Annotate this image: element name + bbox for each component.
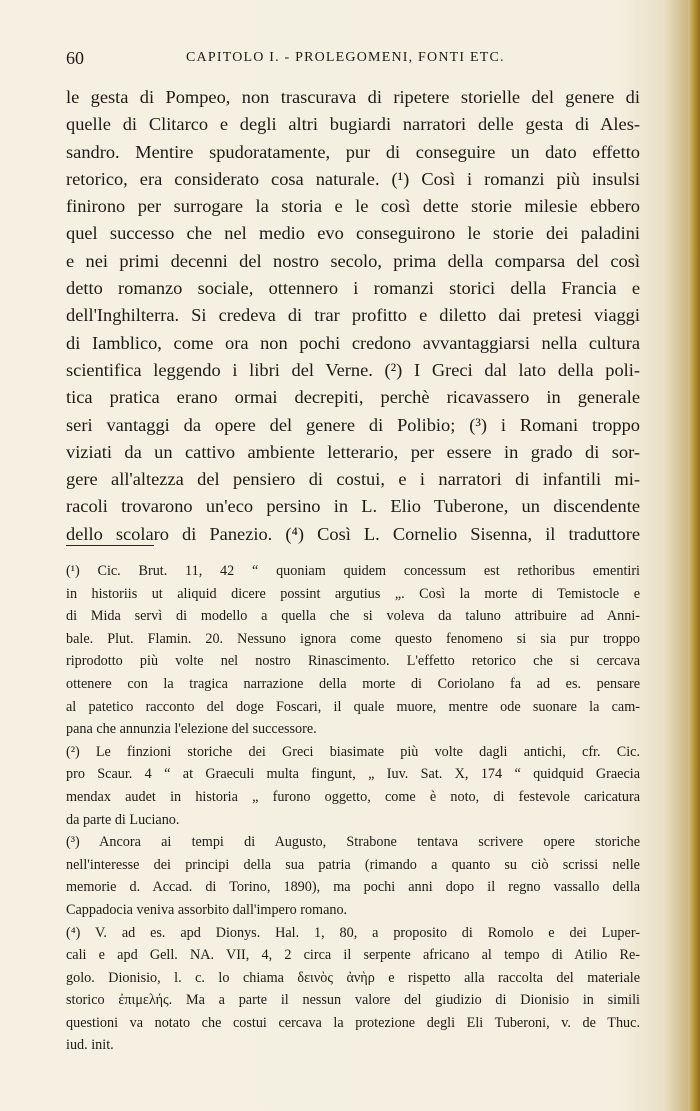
footnote-line: ottenere con la tragica narrazione della morte di Coriolano fa ad es. pensare [66, 675, 640, 692]
text-line: gere all'altezza del pensiero di costui, e i narratori di infantili mi- [66, 469, 640, 490]
footnote-line: Cappadocia veniva assorbito dall'impero romano. [66, 901, 348, 918]
footnote-line: storico ἐπιμελής. Ma a parte il nessun valore del giudizio di Dionisio in simili [66, 992, 640, 1009]
footnote-line: pro Scaur. 4 “ at Graeculi multa fingunt, „ Iuv. Sat. X, 174 “ quidquid Graecia [66, 766, 640, 783]
footnote-line: nell'interesse dei principi della sua patria (rimando a quanto su ciò scrissi nelle [66, 856, 640, 873]
text-line: quel successo che nel medio evo conseguirono le storie dei paladini [66, 223, 640, 244]
text-line: retorico, era considerato cosa naturale. (¹) Così i romanzi più insulsi [66, 168, 640, 189]
text-line: finirono per surrogare la storia e le così dette storie milesie ebbero [66, 196, 640, 217]
text-line: viziati da un cattivo ambiente letterario, per essere in grado di sor- [66, 441, 640, 462]
text-line: seri vantaggi da opere del genere di Polibio; (³) i Romani troppo [66, 414, 640, 435]
footnote-2 [66, 741, 640, 831]
footnote-line: (⁴) V. ad es. apd Dionys. Hal. 1, 80, a proposito di Romolo e dei Luper- [66, 924, 640, 941]
footnote-line: (²) Le finzioni storiche dei Greci biasimate più volte dagli antichi, cfr. Cic. [66, 743, 640, 760]
footnote-line: iud. init. [66, 1037, 114, 1054]
footnote-4 [66, 922, 640, 1058]
text-line: di Iamblico, come ora non pochi credono avvantaggiarsi nella cultura [66, 332, 640, 353]
footnote-line: bale. Plut. Flamin. 20. Nessuno ignora come questo fenomeno si sia pur troppo [66, 630, 640, 647]
footnote-line: questioni va notato che costui cercava la protezione degli Eli Tuberoni, v. de Thuc. [66, 1014, 640, 1031]
text-line: racoli trovarono un'eco persino in L. Elio Tuberone, un discendente [66, 496, 640, 517]
text-line: sandro. Mentire spudoratamente, pur di conseguire un dato effetto [66, 141, 640, 162]
footnote-rule [66, 545, 154, 546]
footnote-1 [66, 560, 640, 741]
footnote-line: (³) Ancora ai tempi di Augusto, Strabone tentava scrivere opere storiche [66, 834, 640, 851]
footnote-line: pana che annunzia l'elezione del successore. [66, 721, 317, 738]
page-number: 60 [66, 48, 84, 68]
footnote-line: al patetico racconto del doge Foscari, il quale muore, mentre ode suonare la cam- [66, 698, 640, 715]
footnote-3 [66, 831, 640, 921]
text-line: dello scolaro di Panezio. (⁴) Così L. Cornelio Sisenna, il traduttore [66, 523, 640, 544]
footnote-line: mendax audet in historia „ furono oggetto, come è noto, di festevole caricatura [66, 788, 640, 805]
footnote-line: di Mida servì di modello a quella che si voleva da taluno attribuire ad Anni- [66, 608, 640, 625]
footnote-line: golo. Dionisio, l. c. lo chiama δεινὸς ἀνὴρ e rispetto alla raccolta del materiale [66, 969, 640, 986]
footnote-line: (¹) Cic. Brut. 11, 42 “ quoniam quidem concessum est rethoribus ementiri [66, 563, 640, 579]
footnotes [66, 560, 640, 1057]
running-head: CAPITOLO I. - PROLEGOMENI, FONTI ETC. [186, 50, 505, 65]
footnote-line: da parte di Luciano. [66, 811, 180, 828]
text-line: scientifica leggendo i libri del Verne. (²) I Greci dal lato della poli- [66, 359, 640, 380]
text-line: quelle di Clitarco e degli altri bugiardi narratori delle gesta di Ales- [66, 114, 640, 135]
footnote-line: cali e apd Gell. NA. VII, 4, 2 circa il serpente africano al tempo di Atilio Re- [66, 947, 640, 964]
footnote-line: riprodotto più volte nel nostro Rinascimento. L'effetto retorico che si cercava [66, 653, 640, 670]
page-header [66, 48, 650, 70]
footnote-line: in historiis ut aliquid dicere possint argutius „. Così la morte di Temistocle e [66, 585, 640, 602]
main-text [66, 84, 640, 548]
text-line: dell'Inghilterra. Si credeva di trar profitto e diletto dai pretesi viaggi [66, 305, 640, 326]
text-line: tica pratica erano ormai decrepiti, perchè ricavassero in generale [66, 387, 640, 408]
text-line: e nei primi decenni del nostro secolo, prima della comparsa del così [66, 250, 640, 271]
text-line: le gesta di Pompeo, non trascurava di ripetere storielle del genere di [66, 87, 640, 107]
footnote-line: memorie d. Accad. di Torino, 1890), ma pochi anni dopo il regno vassallo della [66, 879, 640, 896]
text-line: detto romanzo sociale, ottennero i romanzi storici della Francia e [66, 278, 640, 299]
page-edge [688, 0, 700, 1111]
